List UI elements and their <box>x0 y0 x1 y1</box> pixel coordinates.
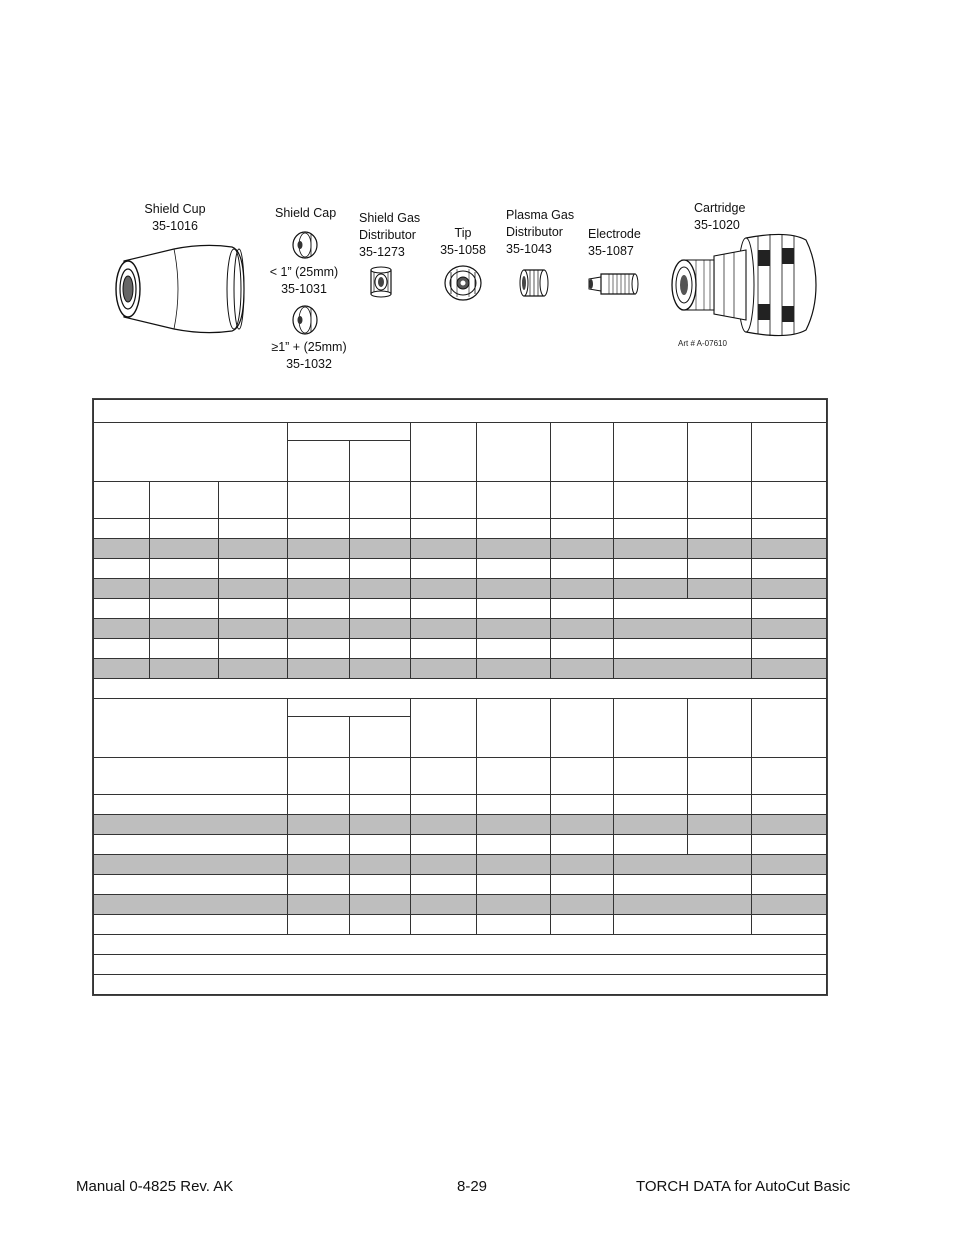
electrode-label <box>588 226 641 260</box>
table-row <box>94 539 827 559</box>
table-title-row <box>94 400 827 423</box>
cartridge-label <box>694 200 745 234</box>
plasma-gas-distributor-line2: Distributor <box>506 225 563 239</box>
shield-gas-distributor-line2: Distributor <box>359 228 416 242</box>
footer-manual: Manual 0-4825 Rev. AK <box>76 1178 234 1195</box>
table-row <box>94 639 827 659</box>
tip-name: Tip <box>454 226 472 240</box>
table-header-row <box>94 699 827 717</box>
table-row <box>94 815 827 835</box>
table-row <box>94 579 827 599</box>
shield-cup-illustration <box>112 243 248 335</box>
electrode-name: Electrode <box>588 227 641 241</box>
footer-section-title: TORCH DATA for AutoCut Basic <box>636 1178 851 1195</box>
shield-gas-distributor-line1: Shield Gas <box>359 211 421 225</box>
shield-cap-large-number: 35-1032 <box>286 357 332 371</box>
table-row <box>94 895 827 915</box>
shield-cap-large-illustration <box>291 305 319 335</box>
shield-cup-label <box>140 201 210 235</box>
table-row <box>94 875 827 895</box>
shield-cup-number: 35-1016 <box>152 219 198 233</box>
electrode-number: 35-1087 <box>588 244 634 258</box>
shield-gas-distributor-number: 35-1273 <box>359 245 405 259</box>
plasma-gas-distributor-number: 35-1043 <box>506 242 552 256</box>
table-row <box>94 795 827 815</box>
table-row <box>94 915 827 935</box>
plasma-gas-distributor-label <box>506 207 574 258</box>
shield-cap-label <box>275 205 336 222</box>
electrode-illustration <box>587 268 639 300</box>
tip-label <box>436 225 490 259</box>
shield-cup-name: Shield Cup <box>144 202 206 216</box>
table-row <box>94 559 827 579</box>
tip-illustration <box>443 264 483 302</box>
shield-cap-large-range: ≥1” + (25mm) <box>271 340 347 354</box>
shield-cap-name: Shield Cap <box>275 206 337 220</box>
table-row <box>94 619 827 639</box>
table-row <box>94 855 827 875</box>
shield-gas-distributor-label <box>359 210 420 261</box>
table-note-row <box>94 955 827 975</box>
table-note-row <box>94 935 827 955</box>
tip-number: 35-1058 <box>440 243 486 257</box>
table-row <box>94 835 827 855</box>
shield-cap-small-number: 35-1031 <box>281 282 327 296</box>
table-header-row <box>94 423 827 441</box>
table-section-row <box>94 679 827 699</box>
cartridge-number: 35-1020 <box>694 218 740 232</box>
footer-page-number: 8-29 <box>457 1178 488 1195</box>
table-row <box>94 519 827 539</box>
shield-cap-large-label <box>259 339 359 373</box>
plasma-gas-distributor-illustration <box>518 266 550 300</box>
shield-cap-small-label <box>259 264 349 298</box>
shield-gas-distributor-illustration <box>368 264 394 300</box>
plasma-gas-distributor-line1: Plasma Gas <box>506 208 575 222</box>
cartridge-illustration <box>668 230 818 340</box>
torch-data-grid <box>93 399 827 995</box>
table-note-row <box>94 975 827 995</box>
cartridge-name: Cartridge <box>694 201 746 215</box>
table-row <box>94 599 827 619</box>
shield-cap-small-range: < 1” (25mm) <box>269 265 339 279</box>
table-units-row <box>94 482 827 519</box>
art-number: Art # A-07610 <box>678 339 727 348</box>
shield-cap-small-illustration <box>291 231 319 259</box>
torch-data-table <box>92 398 828 996</box>
table-row <box>94 659 827 679</box>
table-units-row <box>94 758 827 795</box>
